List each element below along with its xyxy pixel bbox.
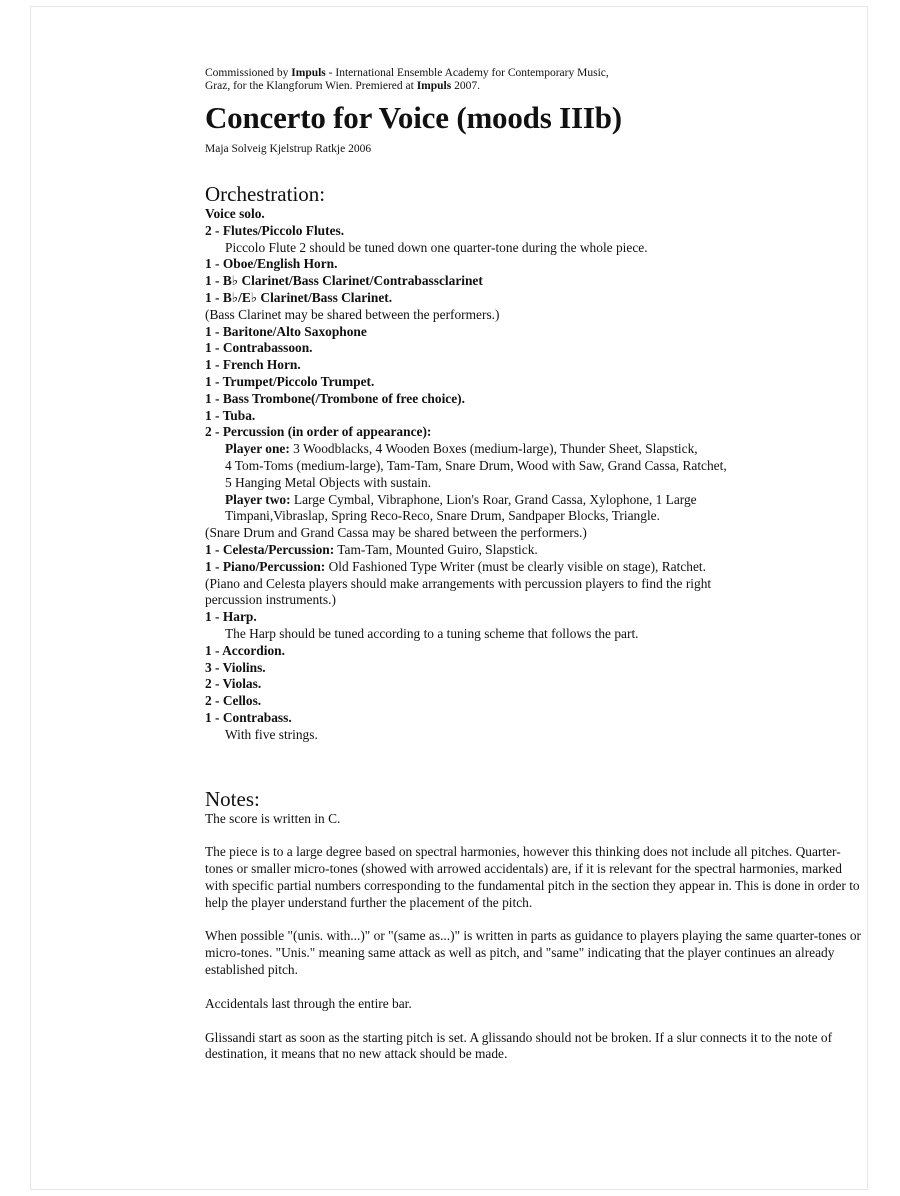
list-item: 1 - Piano/Percussion: Old Fashioned Type Writer (must be clearly visible on stage), Ratchet.	[205, 558, 706, 574]
list-item-note: 5 Hanging Metal Objects with sustain.	[225, 474, 432, 490]
list-item: 1 - Contrabass.	[205, 709, 292, 725]
list-item: 2 - Percussion (in order of appearance):	[205, 424, 432, 440]
list-item: 1 - French Horn.	[205, 357, 301, 373]
notes-paragraph: Glissandi start as soon as the starting pitch is set. A glissando should not be broken. If a slur connects it to the note of destination, it means that no new attack should be made.	[205, 1029, 833, 1062]
list-item: 1 - Oboe/English Horn.	[205, 256, 338, 272]
list-item-note: (Bass Clarinet may be shared between the performers.)	[205, 306, 500, 322]
list-item: 1 - Accordion.	[205, 642, 285, 658]
notes-paragraph: When possible "(unis. with...)" or "(same as...)" is written in parts as guidance to players playing the same quarter-tones or micro-tones. "Unis." meaning same attack as well as pitch, and "same" indicating that the player continues an already established pitch.	[205, 928, 861, 978]
notes-heading: Notes:	[205, 786, 260, 811]
list-item-note: Piccolo Flute 2 should be tuned down one quarter-tone during the whole piece.	[225, 239, 648, 255]
score-page	[30, 6, 868, 1190]
list-item: Voice solo.	[205, 206, 265, 221]
list-item: 1 - Bass Trombone(/Trombone of free choice).	[205, 390, 465, 406]
notes-paragraph: The score is written in C.	[205, 810, 341, 826]
notes-paragraph: The piece is to a large degree based on spectral harmonies, however this thinking does not include all pitches. Quarter-tones or smaller micro-tones (showed with arrowed accidentals) are, if it is relevant for the spectral harmonies, marked with specific partial numbers corresponding to the fundamental pitch in the section they appear in. This is done in order to help the player understand further the placement of the pitch.	[205, 844, 860, 910]
orchestration-heading: Orchestration:	[205, 182, 326, 206]
list-item: 1 - Baritone/Alto Saxophone	[205, 323, 367, 339]
list-item-note: With five strings.	[225, 726, 318, 742]
list-item-note: (Piano and Celesta players should make arrangements with percussion players to find the right	[205, 575, 712, 591]
list-item-note: Timpani,Vibraslap, Spring Reco-Reco, Snare Drum, Sandpaper Blocks, Triangle.	[225, 508, 660, 524]
list-item: 3 - Violins.	[205, 659, 266, 675]
list-item-note: 4 Tom-Toms (medium-large), Tam-Tam, Snare Drum, Wood with Saw, Grand Cassa, Ratchet,	[225, 457, 727, 473]
list-item-note: percussion instruments.)	[205, 592, 336, 608]
list-item-note: (Snare Drum and Grand Cassa may be shared between the performers.)	[205, 525, 587, 541]
composer-line: Maja Solveig Kjelstrup Ratkje 2006	[205, 143, 372, 155]
list-item-note: Player one: 3 Woodblacks, 4 Wooden Boxes (medium-large), Thunder Sheet, Slapstick,	[225, 441, 698, 457]
list-item: 1 - Harp.	[205, 609, 257, 625]
list-item: 2 - Cellos.	[205, 693, 262, 709]
list-item: 1 - Tuba.	[205, 407, 256, 423]
list-item: 2 - Violas.	[205, 676, 262, 692]
list-item-note: The Harp should be tuned according to a tuning scheme that follows the part.	[225, 625, 639, 641]
commission-note: Commissioned by Impuls - International Ensemble Academy for Contemporary Music, Graz, for the Klangforum Wien. Premiered at Impuls 2007.	[205, 67, 609, 92]
notes-body	[205, 811, 865, 1064]
list-item: 1 - B♭ Clarinet/Bass Clarinet/Contrabassclarinet	[205, 273, 483, 289]
list-item: 1 - Celesta/Percussion: Tam-Tam, Mounted Guiro, Slapstick.	[205, 541, 538, 557]
page-title: Concerto for Voice (moods IIIb)	[205, 100, 622, 135]
orchestration-list	[205, 206, 865, 744]
page-content	[205, 67, 865, 1063]
list-item: 1 - Trumpet/Piccolo Trumpet.	[205, 373, 375, 389]
list-item: 2 - Flutes/Piccolo Flutes.	[205, 222, 345, 238]
list-item: 1 - Contrabassoon.	[205, 340, 313, 356]
list-item-note: Player two: Large Cymbal, Vibraphone, Lion's Roar, Grand Cassa, Xylophone, 1 Large	[225, 491, 697, 507]
notes-paragraph: Accidentals last through the entire bar.	[205, 995, 412, 1011]
list-item: 1 - B♭/E♭ Clarinet/Bass Clarinet.	[205, 289, 393, 305]
